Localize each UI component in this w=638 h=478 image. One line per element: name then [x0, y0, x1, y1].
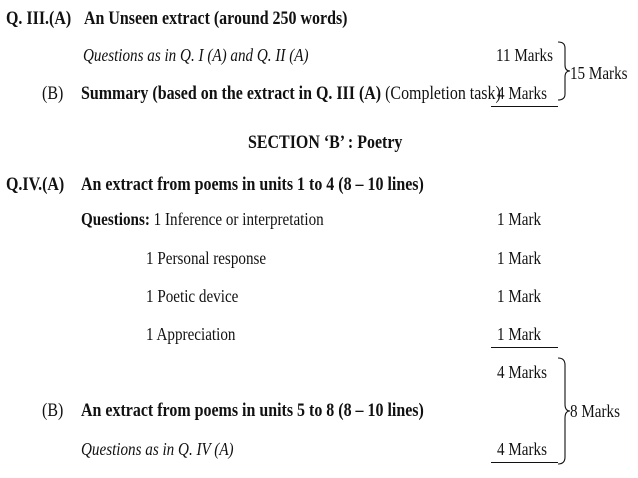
q4-subtotal-rule — [491, 347, 558, 348]
q4-item-3-marks: 1 Mark — [497, 286, 542, 306]
q4-b-label: (B) — [42, 400, 64, 421]
q3-total: 15 Marks — [570, 63, 628, 83]
q4-label: Q.IV.(A) — [6, 174, 65, 195]
q3-label: Q. III.(A) — [6, 8, 72, 29]
q4-b-title: An extract from poems in units 5 to 8 (8 – 10 lines) — [81, 400, 424, 421]
section-b-heading: SECTION ‘B’ : Poetry — [248, 132, 403, 153]
q4-b-marks: 4 Marks — [497, 439, 547, 459]
q4-title: An extract from poems in units 1 to 4 (8 – 10 lines) — [81, 174, 424, 195]
q4-questions-label: Questions: — [81, 209, 150, 229]
q3-title: An Unseen extract (around 250 words) — [84, 8, 348, 29]
q4-b-questions: Questions as in Q. IV (A) — [81, 439, 234, 459]
q3-questions: Questions as in Q. I (A) and Q. II (A) — [83, 45, 309, 65]
q3-b-label: (B) — [42, 83, 64, 104]
q4-item-4-text: 1 Appreciation — [146, 324, 236, 344]
q3-b-title: Summary (based on the extract in Q. III (A) — [81, 83, 382, 104]
q3-b-marks: 4 Marks — [497, 83, 547, 103]
q4-total-rule — [491, 462, 558, 463]
q4-item-3-text: 1 Poetic device — [146, 286, 239, 306]
q4-item-2-text: 1 Personal response — [146, 248, 267, 268]
q4-questions-row — [81, 210, 370, 228]
q4-subtotal: 4 Marks — [497, 362, 547, 382]
q3-b-note: (Completion task) — [385, 83, 501, 104]
q3-questions-marks: 11 Marks — [496, 45, 553, 65]
q4-item-4-marks: 1 Mark — [497, 324, 542, 344]
q4-total: 8 Marks — [570, 401, 620, 421]
q3-sum-rule — [491, 106, 558, 107]
q4-item-1-marks: 1 Mark — [497, 209, 542, 229]
q4-brace — [556, 356, 570, 466]
q3-brace — [556, 40, 570, 102]
q4-item-2-marks: 1 Mark — [497, 248, 542, 268]
q4-item-1-text: 1 Inference or interpretation — [153, 209, 324, 229]
